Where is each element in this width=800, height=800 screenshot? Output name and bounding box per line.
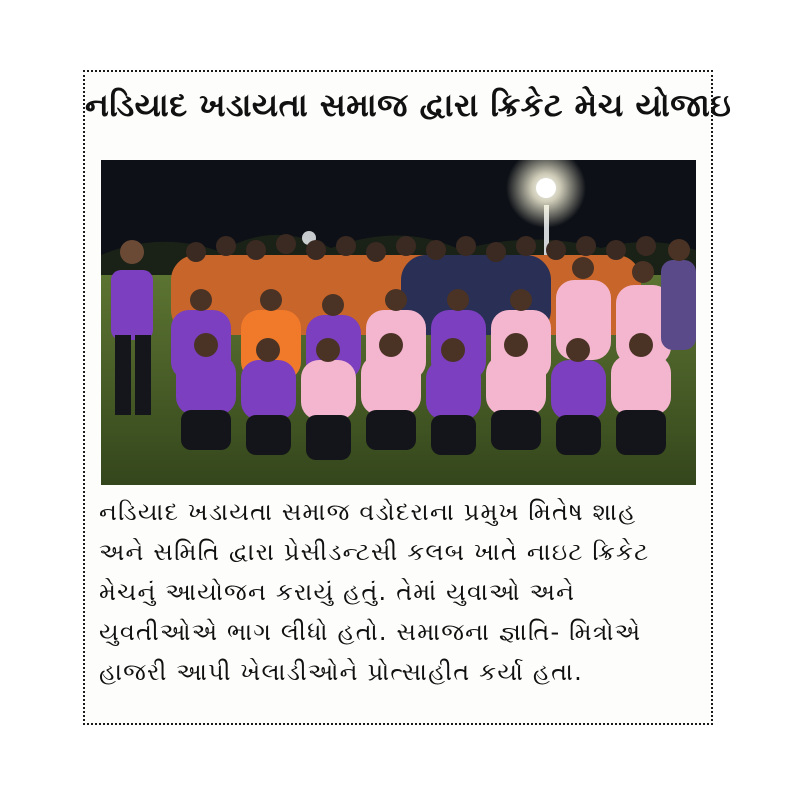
article-body (99, 492, 699, 692)
article-body-line: અને સમિતિ દ્વારા પ્રેસીડન્ટસી કલબ ખાતે નાઇટ ક્રિકેટ (99, 538, 650, 566)
group-photo (101, 160, 696, 485)
article-body-line: નડિયાદ ખડાયતા સમાજ વડોદરાના પ્રમુખ મિતેષ શાહ (99, 498, 637, 526)
headline: નડિયાદ ખડાયતા સમાજ દ્વારા ક્રિકેટ મેચ યોજાઇ (85, 86, 732, 124)
article-body-line: હાજરી આપી ખેલાડીઓને પ્રોત્સાહીત કર્યા હતા. (99, 658, 583, 686)
article-body-line: મેચનું આયોજન કરાયું હતું. તેમાં યુવાઓ અને (99, 578, 576, 606)
article-body-line: યુવતીઓએ ભાગ લીધો હતો. સમાજના જ્ઞાતિ- મિત્રોએ (99, 618, 642, 646)
group-photo-illustration (101, 160, 696, 485)
newspaper-clipping (83, 70, 732, 725)
